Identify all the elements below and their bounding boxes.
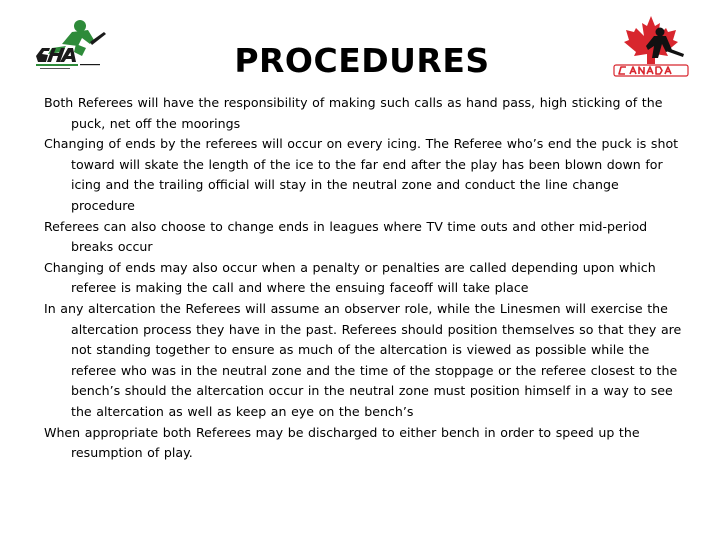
- list-item: When appropriate both Referees may be discharged to either bench in order to speed up the resumption of play.: [44, 424, 640, 461]
- page-title: PROCEDURES: [234, 41, 490, 80]
- list-item: Both Referees will have the responsibility of making such calls as hand pass, high sticking of the puck, net off the moorings: [44, 95, 663, 131]
- procedures-list: [44, 93, 684, 464]
- list-item: Referees can also choose to change ends in leagues where TV time outs and other mid-period breaks occur: [44, 218, 648, 255]
- list-item: Changing of ends may also occur when a penalty or penalties are called depending upon which referee is making the call and where the ensuing faceoff will take place: [44, 259, 656, 296]
- list-item: Changing of ends by the referees will occur on every icing. The Referee who’s end the puck is shot toward will skate the length of the ice to the far end after the play has been blown down for icing and the trailing official will stay in the neutral zone and conduct the line change procedure: [44, 136, 679, 213]
- list-item: In any altercation the Referees will assume an observer role, while the Linesmen will exercise the altercation process they have in the past. Referees should position themselves so that they are not standing together to ensure as much of the altercation is viewed as possible while the referee who was in the neutral zone and the time of the stoppage or the referee closest to the bench’s should the altercation occur in the neutral zone must position himself in a way to see the altercation as well as keep an eye on the bench’s: [44, 300, 682, 419]
